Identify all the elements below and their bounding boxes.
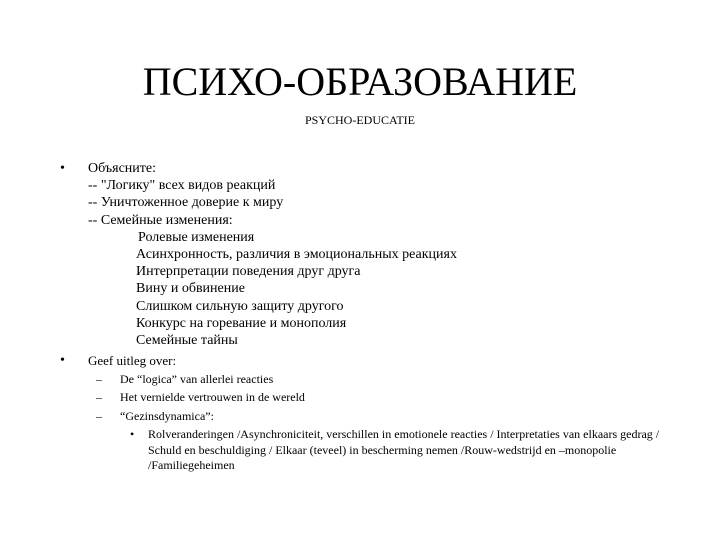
russian-item: -- Уничтоженное доверие к миру: [88, 195, 284, 211]
dash-marker: –: [96, 409, 102, 423]
dutch-item-text: De “logica” van allerlei reacties: [120, 372, 274, 386]
dutch-item-text: “Gezinsdynamica”:: [120, 409, 214, 423]
bullet-dutch: •: [60, 353, 65, 368]
dutch-item: [96, 408, 214, 425]
family-change-item: Ролевые изменения: [138, 229, 255, 245]
dash-marker: –: [96, 390, 102, 404]
dash-marker: –: [96, 372, 102, 386]
slide-title: ПСИХО-ОБРАЗОВАНИЕ: [142, 59, 578, 104]
sub-bullet: •: [130, 427, 135, 441]
russian-item: -- "Логику" всех видов реакций: [88, 178, 276, 194]
dutch-heading: Geef uitleg over:: [88, 353, 177, 368]
russian-item: -- Семейные изменения:: [88, 212, 233, 228]
family-change-item: Семейные тайны: [136, 332, 238, 348]
family-change-item: Интерпретации поведения друг друга: [136, 264, 361, 280]
bullet-russian: •: [60, 161, 65, 176]
family-change-item: Асинхронность, различия в эмоциональных реакциях: [136, 246, 457, 262]
dutch-item-text: Het vernielde vertrouwen in de wereld: [120, 390, 305, 404]
dutch-item: [96, 389, 305, 406]
russian-section: [88, 160, 457, 349]
family-change-item: Слишком сильную защиту другого: [136, 298, 344, 314]
family-change-item: Вину и обвинение: [136, 281, 245, 297]
family-change-item: Конкурс на горевание и монополия: [136, 315, 347, 331]
slide-subtitle: PSYCHO-EDUCATIE: [304, 113, 415, 127]
dutch-sub-item: [130, 427, 660, 474]
dutch-item: [96, 371, 273, 388]
russian-heading: Объясните:: [88, 161, 156, 176]
dutch-sub-text: Rolveranderingen /Asynchroniciteit, verschillen in emotionele reacties / Interpretaties van elkaars gedrag / Schuld en beschuldiging / Elkaar (teveel) in bescherming nemen /Rouw-wedstrijd en –monopolie /Familiegeheimen: [148, 427, 660, 472]
